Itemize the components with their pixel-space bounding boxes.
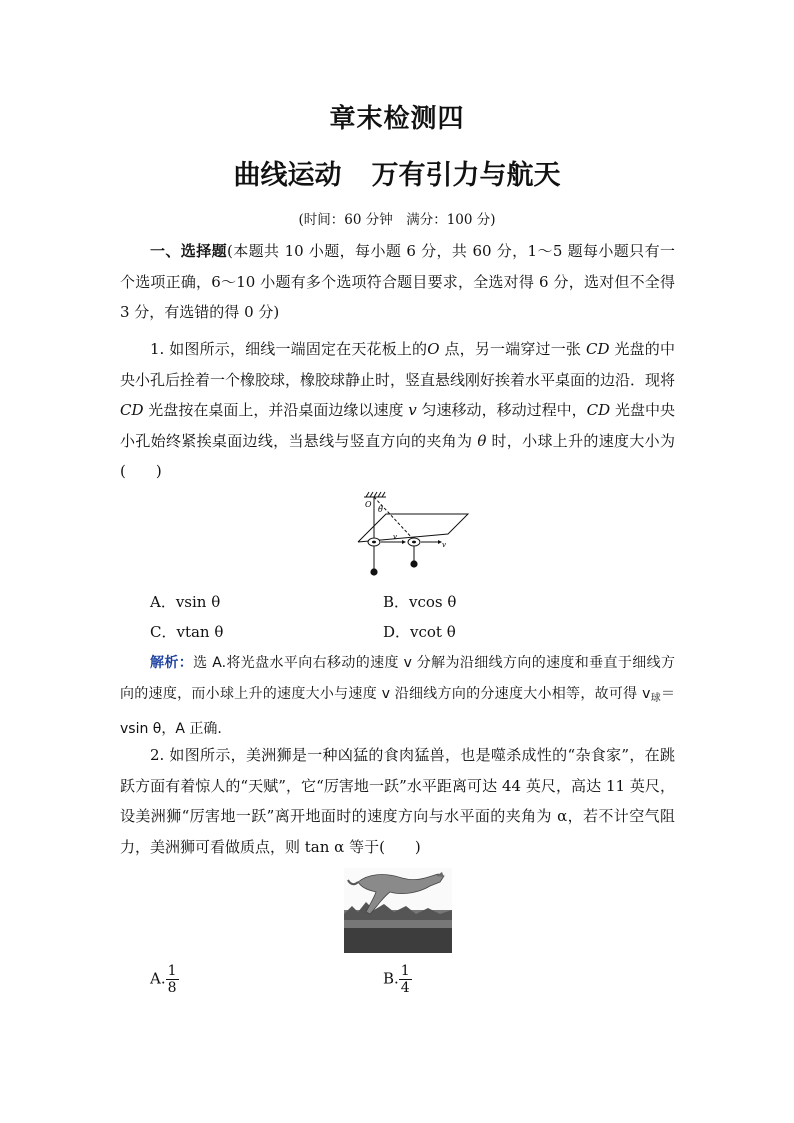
solution-label: 解析： bbox=[150, 655, 194, 671]
q1-option-d: D．vcot θ bbox=[383, 623, 456, 641]
exam-meta: (时间：60 分钟 满分：100 分) bbox=[298, 212, 496, 228]
chapter-subtitle bbox=[0, 153, 794, 192]
section-instructions bbox=[120, 236, 675, 328]
cougar-photo bbox=[344, 868, 452, 953]
q1-option-b: B．vcos θ bbox=[383, 593, 457, 611]
fraction-a: $\frac{1}{8}$ bbox=[167, 963, 177, 996]
section-text: (本题共 10 小题，每小题 6 分，共 60 分，1～5 题每小题只有一个选项正确，6～10 小题有多个选项符合题目要求，全选对得 6 分，选对但不全得 3 分，有选错的得 0 分) bbox=[120, 242, 675, 321]
chapter-title: 章末检测四 bbox=[329, 104, 465, 134]
ceiling-hatch bbox=[364, 492, 386, 497]
q2-option-b: B. $\frac{1}{4}$ bbox=[383, 963, 410, 996]
label-v2: v bbox=[442, 541, 446, 549]
q1-option-a: A．vsin θ bbox=[150, 593, 221, 611]
question-2: 2. 如图所示，美洲狮是一种凶猛的食肉猛兽，也是噬杀成性的“杂食家”，在跳跃方面有着惊人的“天赋”，它“厉害地一跃”水平距离可达 44 英尺，高达 11 英尺，设美洲狮“厉害地一跃”离开地面时的速度方向与水平面的夹角为 α，若不计空气阻力，美洲狮可看做质点，则 tan α 等于( ) bbox=[120, 746, 675, 856]
q2-option-a: A. $\frac{1}{8}$ bbox=[150, 963, 177, 996]
label-theta: θ bbox=[378, 505, 383, 514]
section-heading: 一、选择题 bbox=[150, 242, 227, 260]
q1-solution: 解析：选 A.将光盘水平向右移动的速度 v 分解为沿细线方向的速度和垂直于细线方向的速度，而小球上升的速度大小与速度 v 沿细线方向的分速度大小相等，故可得 $v_球=vsin$ θ，A 正确. bbox=[120, 655, 676, 737]
fraction-b: $\frac{1}{4}$ bbox=[400, 963, 410, 996]
subtitle-part-1: 曲线运动 bbox=[233, 160, 342, 191]
question-1: 1. 如图所示，细线一端固定在天花板上的O 点，另一端穿过一张 CD 光盘的中央小孔后拴着一个橡胶球，橡胶球静止时，竖直悬线刚好挨着水平桌面的边沿．现将 CD 光盘按在桌面上，并沿桌面边缘以速度 v 匀速移动，移动过程中，CD 光盘中央小孔始终紧挨桌面边线，当悬线与竖直方向的夹角为 θ 时，小球上升的速度大小为( ) bbox=[120, 340, 676, 480]
label-o: O bbox=[365, 500, 372, 509]
label-v1: v bbox=[393, 533, 397, 541]
q1-option-c: C．vtan θ bbox=[150, 623, 224, 641]
ball-right bbox=[410, 560, 417, 567]
cd-string-diagram bbox=[356, 490, 476, 580]
subtitle-part-2: 万有引力与航天 bbox=[371, 160, 561, 191]
ball-left bbox=[370, 568, 377, 575]
